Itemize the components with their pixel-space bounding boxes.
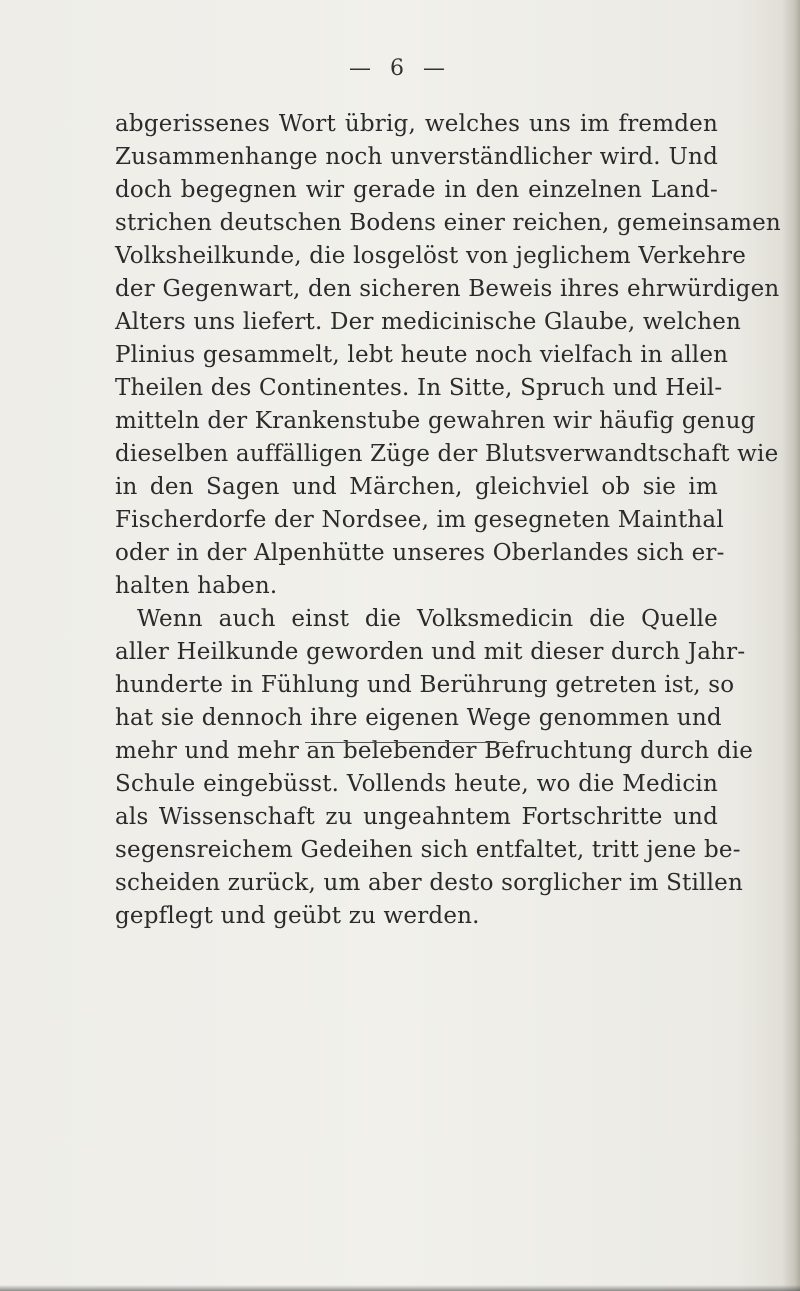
text-line: dieselben auffälligen Züge der Blutsverwandtschaft wie <box>115 441 779 467</box>
text-line: strichen deutschen Bodens einer reichen, gemeinsamen <box>115 210 781 236</box>
text-line: hunderte in Fühlung und Berührung getreten ist, so <box>115 672 735 698</box>
text-line: aller Heilkunde geworden und mit dieser durch Jahr- <box>115 639 746 665</box>
text-line: scheiden zurück, um aber desto sorglicher im Stillen <box>115 870 743 896</box>
text-line: Alters uns liefert. Der medicinische Glaube, welchen <box>115 309 742 335</box>
text-line: der Gegenwart, den sicheren Beweis ihres ehrwürdigen <box>115 276 780 302</box>
text-line: oder in der Alpenhütte unseres Oberlandes sich er- <box>115 540 725 566</box>
text-line: halten haben. <box>115 573 278 599</box>
separator-rule <box>305 742 508 743</box>
text-line: mehr und mehr an belebender Befruchtung durch die <box>115 738 754 764</box>
text-line: Volksheilkunde, die losgelöst von jeglichem Verkehre <box>115 243 747 269</box>
body-text <box>115 108 781 933</box>
text-line: Plinius gesammelt, lebt heute noch vielfach in allen <box>115 342 729 368</box>
page-number: — 6 — <box>349 56 451 81</box>
text-line: mitteln der Krankenstube gewahren wir häufig genug <box>115 408 756 434</box>
text-line: Schule eingebüsst. Vollends heute, wo die Medicin <box>115 771 718 797</box>
text-line: gepflegt und geübt zu werden. <box>115 903 480 929</box>
page-edge-shadow <box>782 0 800 1291</box>
text-line: in den Sagen und Märchen, gleichviel ob sie im <box>115 474 718 500</box>
text-line: segensreichem Gedeihen sich entfaltet, tritt jene be- <box>115 837 741 863</box>
text-line: Zusammenhange noch unverständlicher wird. Und <box>115 144 718 170</box>
page-bottom-shadow <box>0 1285 800 1291</box>
text-line: doch begegnen wir gerade in den einzelnen Land- <box>115 177 718 203</box>
text-line: abgerissenes Wort übrig, welches uns im fremden <box>115 111 718 137</box>
text-line: als Wissenschaft zu ungeahntem Fortschritte und <box>115 804 718 830</box>
text-line: Wenn auch einst die Volksmedicin die Quelle <box>137 606 718 632</box>
text-line: Fischerdorfe der Nordsee, im gesegneten Mainthal <box>115 507 724 533</box>
text-line: hat sie dennoch ihre eigenen Wege genommen und <box>115 705 722 731</box>
text-line: Theilen des Continentes. In Sitte, Spruch und Heil- <box>115 375 723 401</box>
